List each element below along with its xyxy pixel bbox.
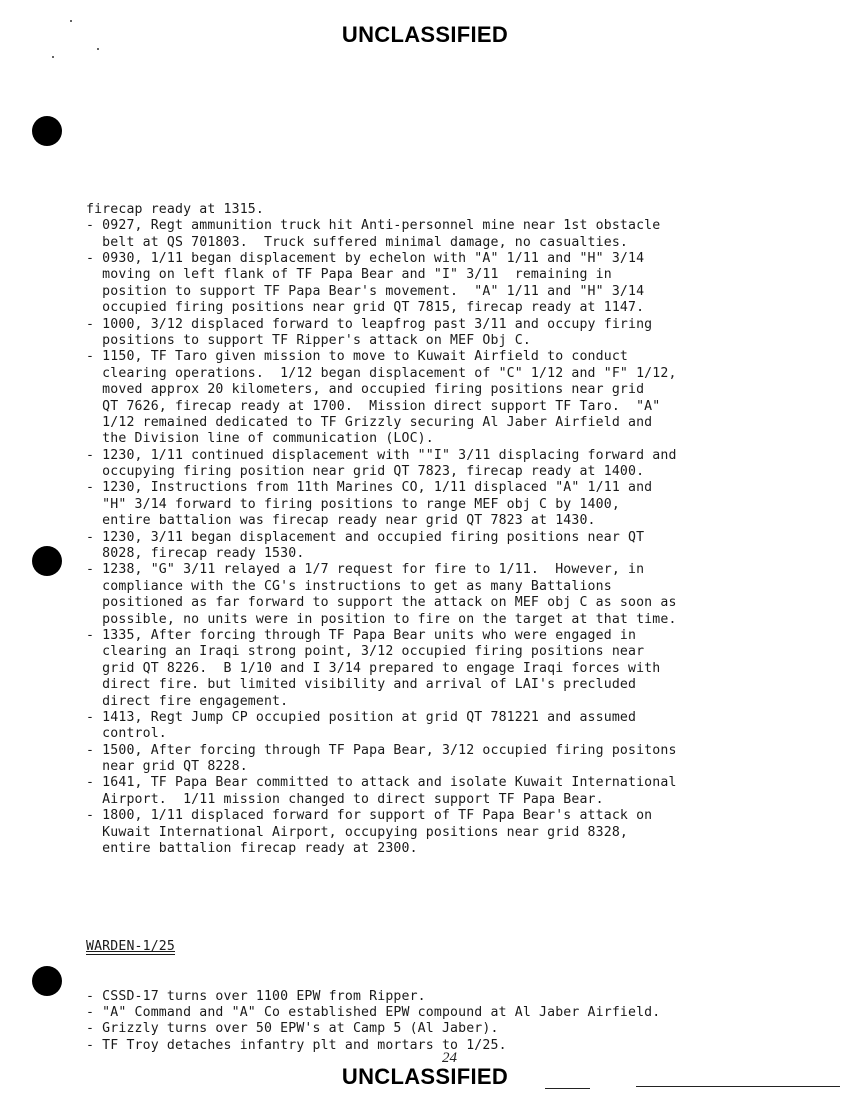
text-line: - 1000, 3/12 displaced forward to leapfrog past 3/11 and occupy firing	[86, 316, 653, 332]
punch-hole-bottom	[32, 966, 62, 996]
section-heading: WARDEN-1/25	[86, 939, 175, 955]
text-line: - 1230, 1/11 continued displacement with ""I" 3/11 displacing forward and	[86, 447, 677, 463]
scan-speck	[70, 20, 72, 22]
punch-hole-middle	[32, 546, 62, 576]
text-line: entire battalion firecap ready at 2300.	[86, 841, 418, 857]
text-line: compliance with the CG's instructions to get as many Battalions	[86, 578, 612, 594]
text-line: - 0927, Regt ammunition truck hit Anti-personnel mine near 1st obstacle	[86, 218, 661, 234]
scan-speck	[52, 56, 54, 58]
text-line: control.	[86, 726, 167, 742]
section-gap	[86, 890, 826, 906]
text-line: - 1500, After forcing through TF Papa Bear, 3/12 occupied firing positons	[86, 742, 677, 758]
text-line: clearing an Iraqi strong point, 3/12 occupied firing positions near	[86, 644, 645, 660]
chronology-entries	[86, 202, 826, 858]
text-line: 1/12 remained dedicated to TF Grizzly securing Al Jaber Airfield and	[86, 414, 653, 430]
text-line: - "A" Command and "A" Co established EPW compound at Al Jaber Airfield.	[86, 1005, 661, 1021]
text-line: - CSSD-17 turns over 1100 EPW from Ripper.	[86, 988, 426, 1004]
text-line: QT 7626, firecap ready at 1700. Mission direct support TF Taro. "A"	[86, 398, 661, 414]
classification-header: UNCLASSIFIED	[341, 22, 509, 47]
text-line: possible, no units were in position to fire on the target at that time.	[86, 611, 677, 627]
text-line: - 0930, 1/11 began displacement by echelon with "A" 1/11 and "H" 3/14	[86, 250, 645, 266]
text-line: - 1150, TF Taro given mission to move to Kuwait Airfield to conduct	[86, 349, 628, 365]
text-line: - 1800, 1/11 displaced forward for support of TF Papa Bear's attack on	[86, 808, 653, 824]
text-line: positioned as far forward to support the attack on MEF obj C as soon as	[86, 595, 677, 611]
text-line: direct fire. but limited visibility and arrival of LAI's precluded	[86, 677, 637, 693]
text-line: belt at QS 701803. Truck suffered minimal damage, no casualties.	[86, 234, 628, 250]
text-line: - TF Troy detaches infantry plt and mortars to 1/25.	[86, 1037, 507, 1053]
text-line: direct fire engagement.	[86, 693, 289, 709]
text-line: Kuwait International Airport, occupying positions near grid 8328,	[86, 824, 628, 840]
punch-hole-top	[32, 116, 62, 146]
text-line: clearing operations. 1/12 began displacement of "C" 1/12 and "F" 1/12,	[86, 365, 677, 381]
section-entries	[86, 989, 826, 1055]
page-number: 24	[442, 1050, 457, 1066]
text-line: positions to support TF Ripper's attack on MEF Obj C.	[86, 332, 531, 348]
text-line: occupied firing positions near grid QT 7815, firecap ready at 1147.	[86, 300, 645, 316]
footer-rule	[545, 1088, 590, 1089]
text-line: - 1238, "G" 3/11 relayed a 1/7 request for fire to 1/11. However, in	[86, 562, 645, 578]
text-line: - 1641, TF Papa Bear committed to attack and isolate Kuwait International	[86, 775, 677, 791]
text-line: position to support TF Papa Bear's movement. "A" 1/11 and "H" 3/14	[86, 283, 645, 299]
text-line: the Division line of communication (LOC).	[86, 431, 434, 447]
classification-footer: UNCLASSIFIED	[341, 1064, 509, 1089]
text-line: 8028, firecap ready 1530.	[86, 546, 305, 562]
text-line: near grid QT 8228.	[86, 759, 248, 775]
text-line: Airport. 1/11 mission changed to direct support TF Papa Bear.	[86, 791, 604, 807]
text-line: "H" 3/14 forward to firing positions to range MEF obj C by 1400,	[86, 496, 620, 512]
text-line: - 1230, Instructions from 11th Marines CO, 1/11 displaced "A" 1/11 and	[86, 480, 653, 496]
document-body	[86, 169, 826, 1071]
text-line: - Grizzly turns over 50 EPW's at Camp 5 (Al Jaber).	[86, 1021, 499, 1037]
text-line: entire battalion was firecap ready near grid QT 7823 at 1430.	[86, 513, 596, 529]
text-line: moved approx 20 kilometers, and occupied firing positions near grid	[86, 382, 645, 398]
scan-speck	[97, 48, 99, 50]
text-line: moving on left flank of TF Papa Bear and "I" 3/11 remaining in	[86, 267, 612, 283]
text-line: occupying firing position near grid QT 7823, firecap ready at 1400.	[86, 464, 645, 480]
text-line: grid QT 8226. B 1/10 and I 3/14 prepared to engage Iraqi forces with	[86, 660, 661, 676]
text-line: - 1335, After forcing through TF Papa Bear units who were engaged in	[86, 627, 637, 643]
text-line: - 1230, 3/11 began displacement and occupied firing positions near QT	[86, 529, 645, 545]
text-line: - 1413, Regt Jump CP occupied position at grid QT 781221 and assumed	[86, 709, 637, 725]
text-line: firecap ready at 1315.	[86, 201, 264, 217]
footer-rule	[636, 1086, 840, 1087]
